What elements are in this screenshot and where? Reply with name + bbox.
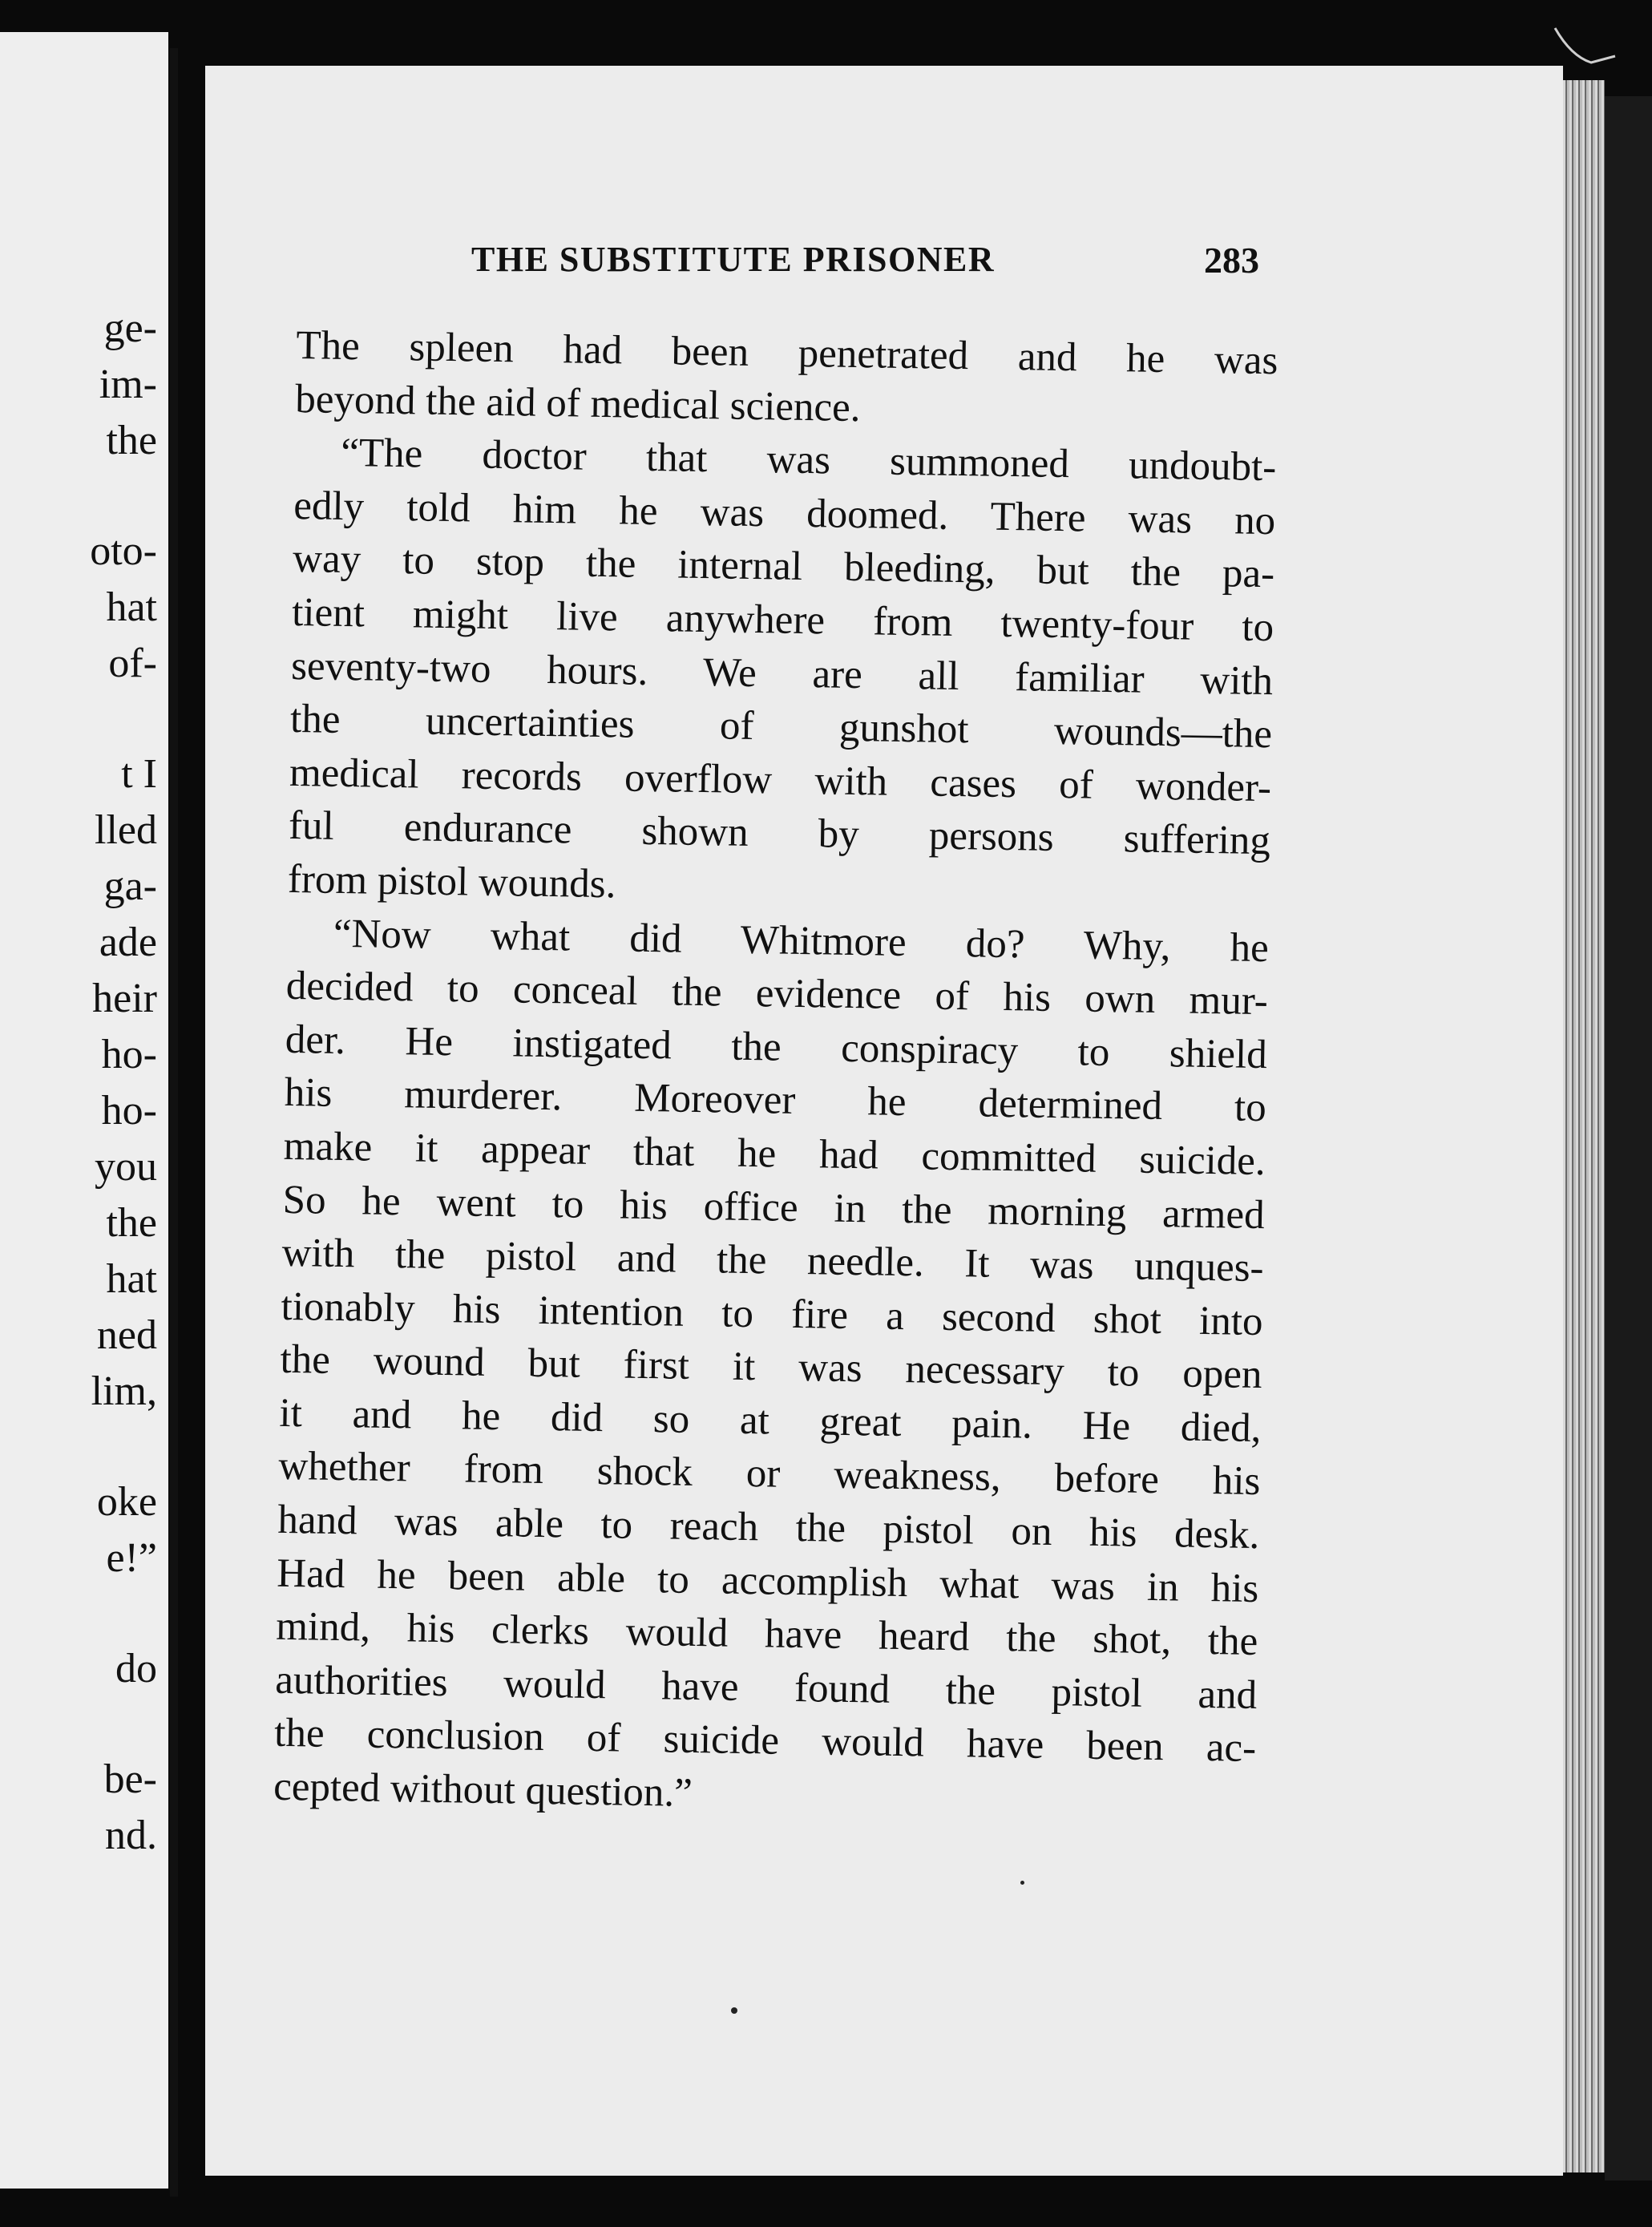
left-page-line: hat: [106, 1256, 157, 1302]
text-line: from pistol wounds.: [287, 856, 616, 907]
text-line: hand was able to reach the pistol on his desk.: [277, 1497, 1260, 1558]
text-line: tionably his intention to fire a second shot into: [281, 1283, 1263, 1344]
left-page-line: oto-: [90, 528, 157, 574]
text-line: whether from shock or weakness, before his: [278, 1444, 1261, 1505]
left-page-line: im-: [99, 362, 157, 407]
text-line: tient might live anywhere from twenty-four to: [291, 589, 1274, 651]
text-line: the wound but first it was necessary to open: [280, 1337, 1262, 1398]
left-page-line: ho-: [101, 1088, 157, 1134]
page-block-edges: [1563, 80, 1605, 2172]
text-line: der. He instigated the conspiracy to shield: [285, 1016, 1268, 1077]
left-page-fragment: [0, 32, 168, 2189]
left-page-line: heir: [92, 976, 157, 1021]
text-line: make it appear that he had committed suicide.: [283, 1123, 1266, 1185]
ink-speck: [1020, 1881, 1024, 1885]
text-line: “Now what did Whitmore do? Why, he: [333, 911, 1270, 971]
text-line: way to stop the internal bleeding, but the pa-: [292, 536, 1275, 597]
text-line: mind, his clerks would have heard the shot, the: [275, 1604, 1258, 1665]
left-page-line: lim,: [91, 1368, 157, 1414]
ink-speck: [731, 2007, 737, 2014]
page-body-text: [273, 319, 1278, 1829]
page-number: 283: [1204, 240, 1259, 281]
text-line: Had he been able to accomplish what was in his: [276, 1550, 1259, 1611]
text-line: seventy-two hours. We are all familiar with: [290, 643, 1274, 704]
left-page-line: lled: [95, 807, 157, 853]
left-page-line: the: [106, 1200, 157, 1246]
left-page-line: ge-: [103, 305, 157, 351]
text-line: “The doctor that was summoned undoubt-: [340, 430, 1277, 491]
text-line: So he went to his office in the morning armed: [282, 1177, 1266, 1238]
text-line: authorities would have found the pistol and: [274, 1657, 1258, 1718]
text-line: ful endurance shown by persons suffering: [288, 803, 1271, 864]
text-line: it and he did so at great pain. He died,: [279, 1390, 1262, 1451]
running-title: THE SUBSTITUTE PRISONER: [471, 240, 996, 279]
left-page-line: ade: [99, 919, 157, 965]
text-line: the conclusion of suicide would have been ac-: [273, 1711, 1257, 1772]
text-line: edly told him he was doomed. There was no: [293, 483, 1276, 544]
left-page-line: t I: [121, 751, 157, 797]
left-page-line: ho-: [101, 1032, 157, 1077]
text-line: The spleen had been penetrated and he was: [296, 322, 1278, 384]
left-page-line: nd.: [105, 1813, 157, 1858]
text-line: cepted without question.”: [273, 1764, 693, 1817]
text-line: medical records overflow with cases of wonder-: [289, 750, 1272, 810]
text-line: the uncertainties of gunshot wounds—the: [289, 697, 1273, 758]
left-page-line: ned: [96, 1312, 157, 1358]
text-line: decided to conceal the evidence of his own mur-: [285, 964, 1269, 1025]
left-page-line: you: [95, 1144, 157, 1190]
left-page-line: hat: [106, 584, 157, 630]
left-page-line: oke: [96, 1479, 157, 1525]
left-page-line: ga-: [103, 863, 157, 909]
left-page-line: be-: [103, 1756, 157, 1802]
left-page-line: do: [115, 1646, 157, 1691]
text-line: his murderer. Moreover he determined to: [284, 1070, 1267, 1131]
corner-scratch-mark: [1547, 24, 1619, 72]
edge-shadow: [1605, 96, 1652, 2181]
left-page-line: the: [106, 418, 157, 463]
text-line: beyond the aid of medical science.: [294, 376, 862, 430]
book-gutter: [170, 48, 178, 2197]
left-page-line: e!”: [106, 1535, 157, 1581]
left-page-line: of-: [108, 641, 157, 686]
text-line: with the pistol and the needle. It was unques-: [281, 1230, 1264, 1291]
